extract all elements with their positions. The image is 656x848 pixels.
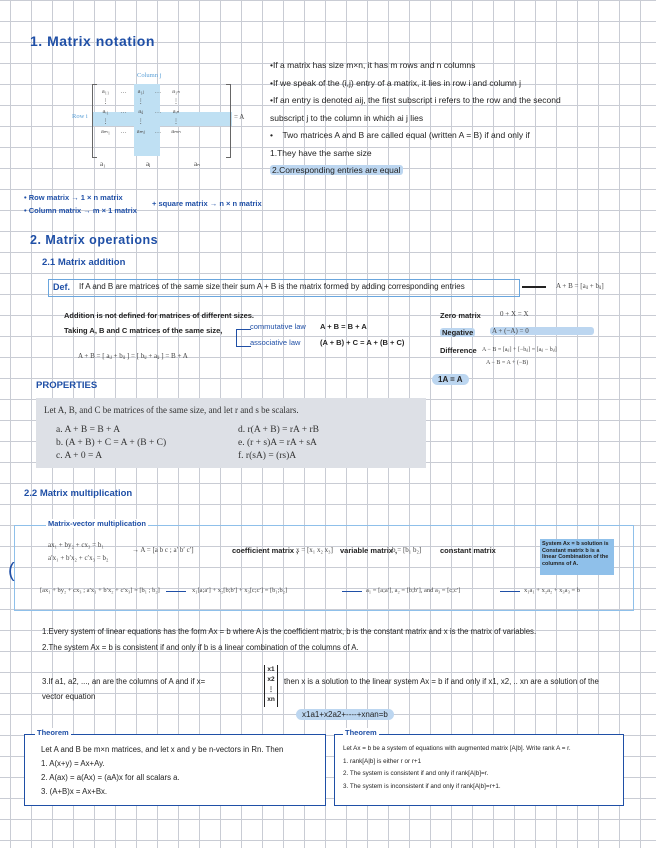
def-arrow: [522, 286, 546, 288]
fact-1: 1.Every system of linear equations has the form Ax = b where A is the coefficient matrix, b is the constant matrix and x is the matrix of variables.: [42, 627, 537, 636]
prop-c: c. A + 0 = A: [56, 451, 103, 461]
prop-b: b. (A + B) + C = A + (B + C): [56, 438, 167, 448]
variable-matrix-def: x = [x₁ x₂ x₃]: [296, 546, 333, 554]
commutative-formula: A + B = B + A: [320, 322, 367, 331]
def-formula: A + B = [aᵢⱼ + bᵢⱼ]: [556, 282, 604, 290]
bullet-subscript-cont: subscript j to the column in which ai j lies: [270, 112, 424, 123]
arrow-1: [166, 591, 186, 592]
bullet-entry: •If we speak of the (i,j) entry of a matrix, it lies in row i and column j: [270, 77, 521, 88]
coefficient-matrix-def: → A = [a b c ; a′ b′ c′]: [132, 546, 194, 554]
theorem-box-2: [334, 728, 624, 806]
system-eq-2: a′x₁ + b′x₂ + c′x₃ = b₂: [48, 554, 109, 562]
difference-formula-2: A − B = A + (−B): [486, 360, 529, 366]
coefficient-label: coefficient matrix ,: [232, 546, 299, 555]
def-label: Def.: [53, 282, 71, 292]
col-vector-j: aⱼ: [146, 160, 151, 168]
equal-condition-2: 2.Corresponding entries are equal: [272, 165, 401, 175]
left-brace: (: [8, 560, 15, 582]
negative-label: Negative: [442, 328, 474, 337]
theorem-label-2: Theorem: [345, 728, 377, 737]
bullet-subscript: •If an entry is denoted aij, the first subscript i refers to the row and the second: [270, 95, 561, 105]
matrix-vector-heading: Matrix-vector multiplication: [48, 519, 146, 528]
fact-3-start: 3.If a1, a2, ..., an are the columns of A and if x=: [42, 677, 206, 686]
associative-formula: (A + B) + C = A + (B + C): [320, 338, 405, 347]
section2-title: 2. Matrix operations: [30, 233, 159, 247]
arrow-3: [500, 591, 520, 592]
law-bracket: [236, 329, 251, 347]
column-matrix-note: • Column matrix → m × 1 matrix: [24, 206, 137, 215]
x-column-vector: x1 x2 ⋮ xn: [264, 665, 278, 707]
section1-title: 1. Matrix notation: [30, 33, 155, 49]
associative-law: associative law: [250, 338, 301, 347]
arrow-2: [342, 591, 362, 592]
transpose-formula: A + B = [ aᵢⱼ + bᵢⱼ ] = [ bᵢⱼ + aᵢⱼ ] = B + A: [78, 352, 188, 360]
matrix-equals-a: = A: [234, 113, 245, 121]
addition-definition-box: [48, 279, 520, 297]
addition-note-1: Addition is not defined for matrices of different sizes.: [64, 311, 255, 320]
def-text: If A and B are matrices of the same size their sum A + B is the matrix formed by adding corresponding entries: [79, 282, 465, 291]
combination-result: x₁a₁ + x₂a₂ + x₃a₃ = b: [524, 587, 580, 594]
properties-heading: PROPERTIES: [36, 380, 98, 391]
vector-combination: x₁[a;a′] + x₂[b;b′] + x₃[c;c′] = [b₁;b₂]: [192, 587, 288, 594]
row-label: Row i: [72, 113, 88, 120]
column-label: Column j: [137, 72, 162, 79]
fact-2: 2.The system Ax = b is consistent if and only if b is a linear combination of the columns of A.: [42, 643, 359, 652]
zero-matrix-label: Zero matrix: [440, 311, 481, 320]
equal-definition: • Two matrices A and B are called equal (written A = B) if and only if: [270, 130, 530, 140]
props-intro: Let A, B, and C be matrices of the same size, and let r and s be scalars.: [44, 405, 299, 415]
prop-f: f. r(sA) = (rs)A: [238, 451, 297, 461]
system-solution-note: System Ax = b solution is Constant matrix b is a linear Combination of the columns of A.: [540, 539, 614, 575]
vector-equation-1: [ax₁ + by₂ + cx₃ ; a′x₁ + b′x₂ + c′x₃] = [b₁ ; b₂]: [40, 587, 160, 594]
difference-label: Difference: [440, 346, 477, 355]
bullet-size: •If a matrix has size m×n, it has m rows and n columns: [270, 60, 476, 70]
constant-matrix-def: b = [b₁ b₂]: [392, 546, 422, 554]
zero-formula: 0 + X = X: [500, 310, 529, 318]
notation-bullets: [270, 57, 561, 180]
one-a-equals-a: 1A = A: [432, 374, 469, 385]
theorem-label-1: Theorem: [37, 728, 69, 737]
commutative-law: commutative law: [250, 322, 306, 331]
row-matrix-note: • Row matrix → 1 × n matrix: [24, 193, 123, 202]
column-vectors-def: a₁ = [a;a′], a₂ = [b;b′], and a₃ = [c;c′]: [366, 587, 461, 594]
fact-3-middle: then x is a solution to the linear system Ax = b if and only if x1, x2, .. xn are a solution of the: [284, 677, 599, 686]
properties-box: [36, 398, 426, 468]
prop-e: e. (r + s)A = rA + sA: [238, 438, 317, 448]
col-vector-1: a₁: [100, 160, 106, 168]
equal-condition-1: 1.They have the same size: [270, 147, 372, 158]
variable-label: variable matrix ,: [340, 546, 398, 555]
addition-note-2: Taking A, B and C matrices of the same size,: [64, 326, 223, 335]
prop-d: d. r(A + B) = rA + rB: [238, 425, 319, 435]
theorem-box-1: [24, 728, 326, 806]
fact-3-end: vector equation: [42, 692, 96, 701]
theorem-2-content: Let Ax = b be a system of equations with augmented matrix [A|b]. Write rank A = r. 1. rank[A|b] is either r or r+1 2. The system is consistent if and only if rank[A|b]=r. 3. The system is inconsistent if and only if rank[A|b]=r+1.: [343, 745, 571, 790]
matrix-diagram: [92, 84, 232, 156]
theorem-1-content: Let A and B be m×n matrices, and let x and y be n-vectors in Rn. Then 1. A(x+y) = Ax+Ay. 2. A(ax) = a(Ax) = (aA)x for all scalars a. 3. (A+B)x = Ax+Bx.: [41, 745, 284, 796]
difference-formula-1: A − B = [aᵢⱼ] + [−bᵢⱼ] = [aᵢⱼ − bᵢⱼ]: [482, 347, 557, 353]
matrix-entries: a₁₁ … a₁ⱼ … a₁ₙ ⋮ ⋮ ⋮ aᵢ₁ … aᵢⱼ … aᵢₙ ⋮ ⋮ ⋮ aₘ₁ … aₘⱼ … aₘₙ: [101, 87, 181, 135]
system-eq-1: ax₁ + by₂ + cx₃ = b₁: [48, 541, 104, 549]
square-matrix-note: + square matrix → n × n matrix: [152, 199, 262, 208]
col-vector-n: aₙ: [194, 160, 200, 168]
vector-equation: x1a1+x2a2+----+xnan=b: [296, 709, 394, 720]
constant-label: constant matrix: [440, 546, 496, 555]
prop-a: a. A + B = B + A: [56, 425, 121, 435]
negative-formula: A + (−A) = 0: [490, 327, 594, 335]
matrix-multiplication-heading: 2.2 Matrix multiplication: [24, 488, 133, 499]
matrix-addition-heading: 2.1 Matrix addition: [42, 257, 126, 268]
